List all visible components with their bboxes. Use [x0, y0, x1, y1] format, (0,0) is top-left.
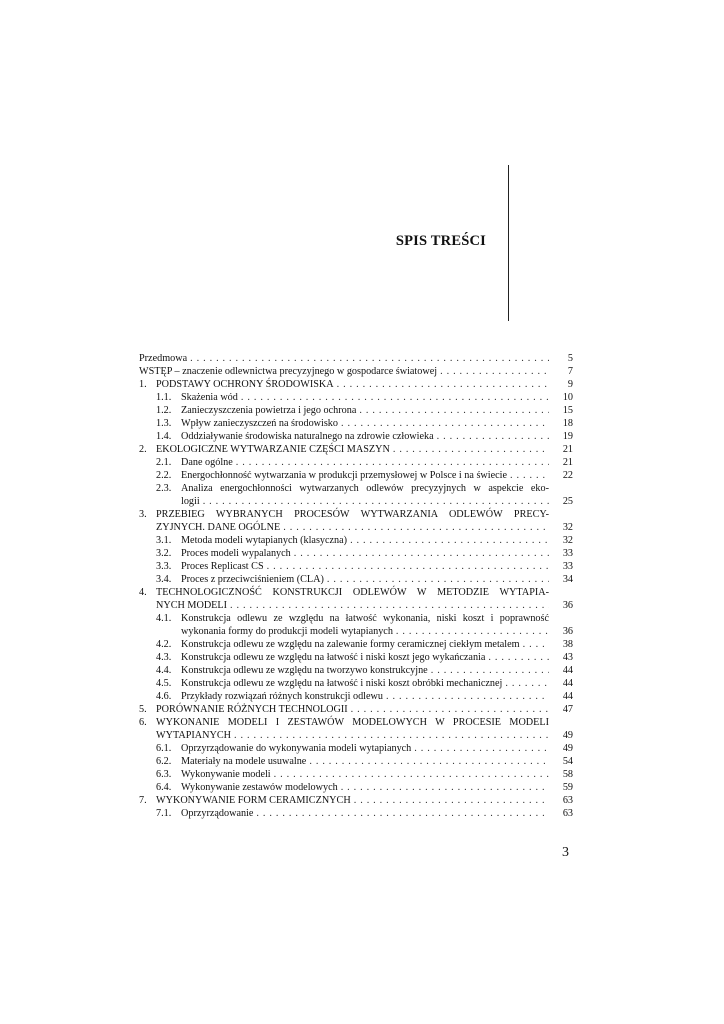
page-title: SPIS TREŚCI — [395, 233, 486, 249]
toc-entry-4-cont[interactable] — [139, 599, 573, 612]
toc-page: 7 — [567, 366, 573, 377]
toc-number: 4. — [139, 587, 147, 598]
toc-page: 25 — [562, 496, 573, 507]
toc-leader — [230, 599, 549, 612]
toc-number: 6. — [139, 717, 147, 728]
toc-number: 4.1. — [156, 613, 172, 624]
toc-leader — [267, 560, 549, 573]
toc-label: Przedmowa — [139, 353, 188, 364]
toc-leader — [241, 391, 549, 404]
toc-label: Oprzyrządowanie — [181, 808, 254, 819]
toc-page: 44 — [562, 665, 573, 676]
toc-label: WYKONANIE MODELI I ZESTAWÓW MODELOWYCH W PROCESIE MODELI — [156, 717, 549, 728]
toc-entry-2[interactable] — [139, 443, 573, 456]
toc-page: 18 — [562, 418, 573, 429]
toc-label: Skażenia wód — [181, 392, 238, 403]
toc-entry-4[interactable] — [139, 586, 573, 599]
toc-label: WSTĘP – znaczenie odlewnictwa precyzyjnego w gospodarce światowej — [139, 366, 438, 377]
toc-entry-7-1[interactable] — [139, 807, 573, 820]
toc-leader — [359, 404, 549, 417]
toc-leader — [341, 781, 549, 794]
toc-page: 21 — [562, 457, 573, 468]
toc-entry-4-1[interactable] — [139, 612, 573, 625]
toc-label: Proces modeli wypalanych — [181, 548, 291, 559]
toc-entry-6[interactable] — [139, 716, 573, 729]
toc-label: Proces z przeciwciśnieniem (CLA) — [181, 574, 324, 585]
toc-leader — [327, 573, 549, 586]
toc-page: 54 — [562, 756, 573, 767]
toc-page: 47 — [562, 704, 573, 715]
toc-entry-przedmowa[interactable] — [139, 352, 573, 365]
toc-number: 3.3. — [156, 561, 172, 572]
toc-label: Konstrukcja odlewu ze względu na łatwość wykonania, niski koszt i poprawność — [181, 613, 549, 624]
toc-page: 44 — [562, 691, 573, 702]
toc-label: WYKONYWANIE FORM CERAMICZNYCH — [156, 795, 351, 806]
toc-page: 63 — [562, 808, 573, 819]
toc-leader — [505, 677, 549, 690]
toc-number: 5. — [139, 704, 147, 715]
toc-leader — [431, 664, 549, 677]
toc-page: 15 — [562, 405, 573, 416]
toc-label: EKOLOGICZNE WYTWARZANIE CZĘŚCI MASZYN — [156, 444, 390, 455]
toc-label: NYCH MODELI — [156, 600, 228, 611]
toc-label: Konstrukcja odlewu ze względu na zalewanie formy ceramicznej ciekłym metalem — [181, 639, 520, 650]
toc-entry-6-3[interactable] — [139, 768, 573, 781]
toc-page: 5 — [567, 353, 573, 364]
toc-page: 49 — [562, 743, 573, 754]
toc-page: 9 — [567, 379, 573, 390]
toc-leader — [396, 625, 549, 638]
toc-page: 58 — [562, 769, 573, 780]
toc-label: Konstrukcja odlewu ze względu na łatwość i niski koszt obróbki mechanicznej — [181, 678, 503, 689]
toc-number: 1.1. — [156, 392, 172, 403]
toc-entry-6-4[interactable] — [139, 781, 573, 794]
toc-leader — [393, 443, 549, 456]
toc-label: Energochłonność wytwarzania w produkcji przemysłowej w Polsce i na świecie — [181, 470, 507, 481]
toc-entry-2-1[interactable] — [139, 456, 573, 469]
toc-page: 38 — [562, 639, 573, 650]
toc-label: Proces Replicast CS — [181, 561, 264, 572]
toc-number: 6.4. — [156, 782, 172, 793]
toc-number: 4.3. — [156, 652, 172, 663]
toc-leader — [341, 417, 549, 430]
toc-number: 1.4. — [156, 431, 172, 442]
toc-entry-3-1[interactable] — [139, 534, 573, 547]
toc-entry-2-3[interactable] — [139, 482, 573, 495]
toc-page: 43 — [562, 652, 573, 663]
toc-number: 2.1. — [156, 457, 172, 468]
toc-label: Analiza energochłonności wytwarzanych odlewów precyzyjnych w aspekcie eko- — [181, 483, 549, 494]
toc-number: 3. — [139, 509, 147, 520]
toc-page: 49 — [562, 730, 573, 741]
toc-entry-1-1[interactable] — [139, 391, 573, 404]
toc-leader — [523, 638, 549, 651]
toc-page: 32 — [562, 535, 573, 546]
toc-number: 1.3. — [156, 418, 172, 429]
toc-entry-1-4[interactable] — [139, 430, 573, 443]
toc-label: Przykłady rozwiązań różnych konstrukcji odlewu — [181, 691, 383, 702]
toc-leader — [440, 365, 549, 378]
toc-page: 19 — [562, 431, 573, 442]
toc-leader — [437, 430, 549, 443]
toc-page: 63 — [562, 795, 573, 806]
toc-page: 33 — [562, 548, 573, 559]
toc-leader — [337, 378, 549, 391]
toc-entry-4-5[interactable] — [139, 677, 573, 690]
toc-page: 59 — [562, 782, 573, 793]
toc-label: Materiały na modele usuwalne — [181, 756, 307, 767]
toc-number: 4.4. — [156, 665, 172, 676]
toc-page: 32 — [562, 522, 573, 533]
toc-entry-6-cont[interactable] — [139, 729, 573, 742]
toc-leader — [351, 703, 549, 716]
toc-number: 4.2. — [156, 639, 172, 650]
toc-number: 6.2. — [156, 756, 172, 767]
toc-number: 4.6. — [156, 691, 172, 702]
toc-label: PODSTAWY OCHRONY ŚRODOWISKA — [156, 379, 334, 390]
toc-leader — [386, 690, 549, 703]
toc-entry-3-3[interactable] — [139, 560, 573, 573]
toc-leader — [510, 469, 549, 482]
toc-number: 2.3. — [156, 483, 172, 494]
toc-label: Konstrukcja odlewu ze względu na tworzywo konstrukcyjne — [181, 665, 428, 676]
toc-label: Dane ogólne — [181, 457, 233, 468]
toc-leader — [294, 547, 549, 560]
toc-page: 22 — [562, 470, 573, 481]
vertical-rule — [508, 165, 509, 321]
toc-label: logii — [181, 496, 200, 507]
toc-entry-3-cont[interactable] — [139, 521, 573, 534]
toc-entry-3-4[interactable] — [139, 573, 573, 586]
toc-leader — [236, 456, 549, 469]
toc-number: 1. — [139, 379, 147, 390]
toc-entry-2-3-cont[interactable] — [139, 495, 573, 508]
toc-entry-4-2[interactable] — [139, 638, 573, 651]
toc-leader — [283, 521, 549, 534]
toc-number: 6.3. — [156, 769, 172, 780]
page-number: 3 — [562, 845, 569, 860]
toc-label: wykonania formy do produkcji modeli wytapianych — [181, 626, 393, 637]
toc-leader — [234, 729, 549, 742]
toc-number: 1.2. — [156, 405, 172, 416]
toc-leader — [354, 794, 549, 807]
toc-entry-7[interactable] — [139, 794, 573, 807]
toc-entry-1[interactable] — [139, 378, 573, 391]
toc-number: 3.4. — [156, 574, 172, 585]
toc-entry-wstep[interactable] — [139, 365, 573, 378]
toc-label: Oddziaływanie środowiska naturalnego na zdrowie człowieka — [181, 431, 434, 442]
toc-entry-4-4[interactable] — [139, 664, 573, 677]
toc-entry-3-2[interactable] — [139, 547, 573, 560]
toc-label: TECHNOLOGICZNOŚĆ KONSTRUKCJI ODLEWÓW W METODZIE WYTAPIA- — [156, 587, 549, 598]
toc-entry-1-3[interactable] — [139, 417, 573, 430]
toc-entry-3[interactable] — [139, 508, 573, 521]
toc-leader — [190, 352, 549, 365]
toc-leader — [256, 807, 549, 820]
toc-number: 3.2. — [156, 548, 172, 559]
toc-leader — [414, 742, 549, 755]
toc-entry-4-3[interactable] — [139, 651, 573, 664]
toc-number: 2.2. — [156, 470, 172, 481]
toc-label: ZYJNYCH. DANE OGÓLNE — [156, 522, 281, 533]
toc-label: Oprzyrządowanie do wykonywania modeli wytapianych — [181, 743, 412, 754]
toc-leader — [203, 495, 549, 508]
toc-entry-2-2[interactable] — [139, 469, 573, 482]
toc-label: Wykonywanie modeli — [181, 769, 271, 780]
toc-page: 34 — [562, 574, 573, 585]
toc-page: 21 — [562, 444, 573, 455]
toc-leader — [274, 768, 549, 781]
toc-page: 10 — [562, 392, 573, 403]
toc-number: 2. — [139, 444, 147, 455]
toc-label: Konstrukcja odlewu ze względu na łatwość i niski koszt jego wykańczania — [181, 652, 486, 663]
toc-leader — [488, 651, 549, 664]
toc-label: Wykonywanie zestawów modelowych — [181, 782, 338, 793]
toc-entry-4-1-cont[interactable] — [139, 625, 573, 638]
toc-entry-4-6[interactable] — [139, 690, 573, 703]
toc-entry-1-2[interactable] — [139, 404, 573, 417]
toc-entry-6-1[interactable] — [139, 742, 573, 755]
toc-number: 7. — [139, 795, 147, 806]
toc-number: 3.1. — [156, 535, 172, 546]
toc-page: 36 — [562, 600, 573, 611]
toc-label: Metoda modeli wytapianych (klasyczna) — [181, 535, 348, 546]
toc-label: Zanieczyszczenia powietrza i jego ochrona — [181, 405, 357, 416]
toc-page: 44 — [562, 678, 573, 689]
toc-number: 6.1. — [156, 743, 172, 754]
toc-label: PORÓWNANIE RÓŻNYCH TECHNOLOGII — [156, 704, 348, 715]
toc-number: 4.5. — [156, 678, 172, 689]
toc-leader — [309, 755, 549, 768]
toc-page: 36 — [562, 626, 573, 637]
toc-label: WYTAPIANYCH — [156, 730, 232, 741]
toc-number: 7.1. — [156, 808, 172, 819]
toc-leader — [350, 534, 549, 547]
toc-label: Wpływ zanieczyszczeń na środowisko — [181, 418, 338, 429]
toc-page: 33 — [562, 561, 573, 572]
toc-label: PRZEBIEG WYBRANYCH PROCESÓW WYTWARZANIA ODLEWÓW PRECY- — [156, 509, 549, 520]
toc-entry-5[interactable] — [139, 703, 573, 716]
toc-entry-6-2[interactable] — [139, 755, 573, 768]
